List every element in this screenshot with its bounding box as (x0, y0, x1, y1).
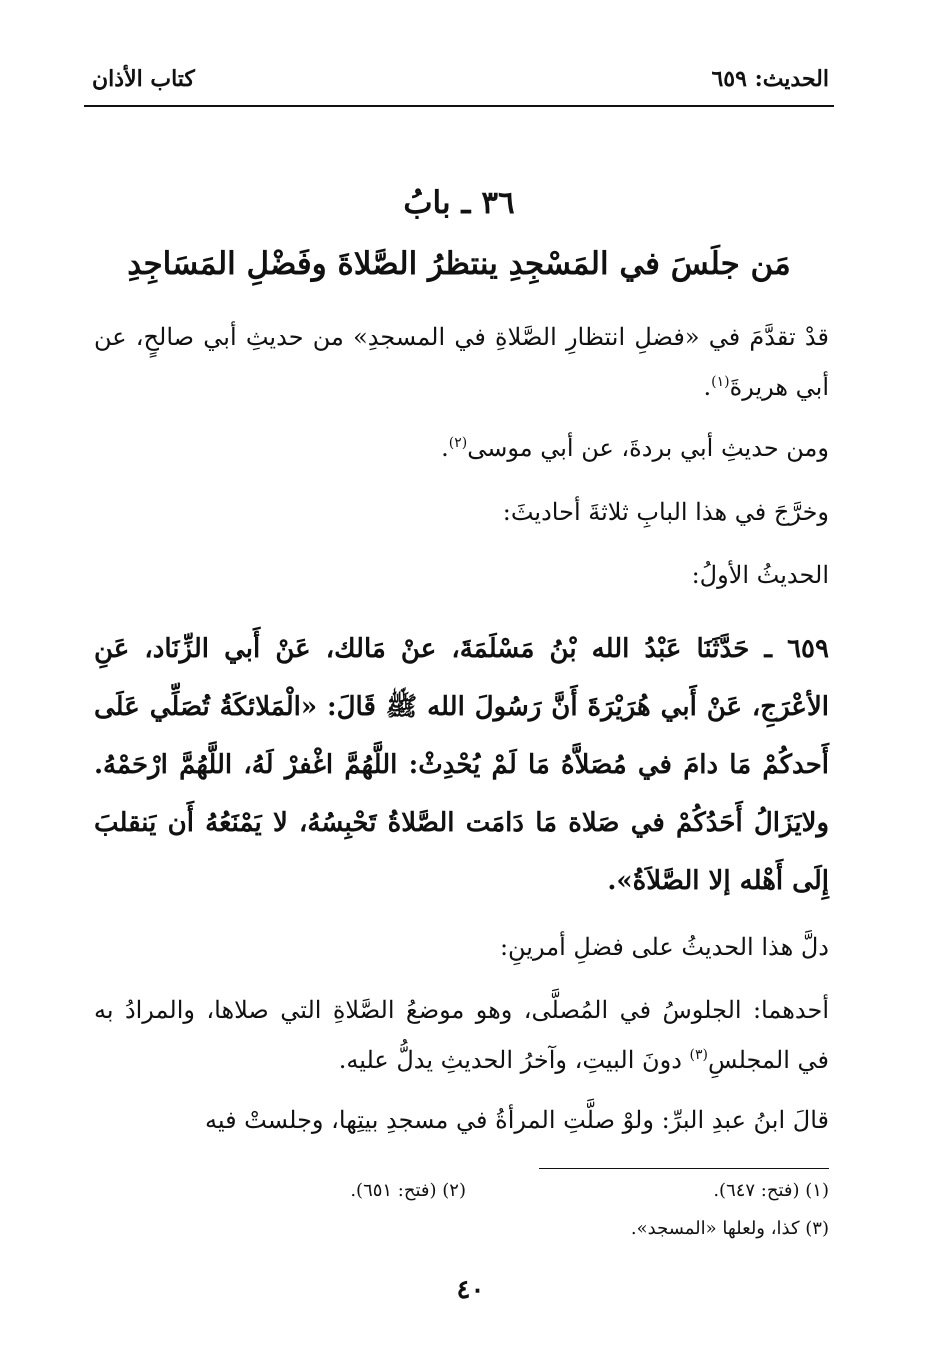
hadith-text: ٦٥٩ ـ حَدَّثَنَا عَبْدُ الله بْنُ مَسْلَمَةَ، عنْ مَالك، عَنْ أَبي الزِّنَاد، عَنِ الأعْرَجِ، عَنْ أَبي هُرَيْرَةَ أَنَّ رَسُولَ الله ﷺ قَالَ: «الْمَلائكَةُ تُصَلِّي عَلَى أَحدكُمْ مَا دامَ في مُصَلاَّهُ مَا لَمْ يُحْدِثْ: اللَّهُمَّ اغْفرْ لَهُ، اللَّهُمَّ ارْحَمْهُ. ولايَزَالُ أَحَدُكُمْ في صَلاة مَا دَامَت الصَّلاةُ تَحْبِسُهُ، لا يَمْنَعُهُ أَن يَنقلبَ إِلَى أَهْله إلا الصَّلاَةُ». (94, 634, 829, 896)
paragraph-two-matters: دلَّ هذا الحديثُ على فضلِ أمرينِ: (499, 933, 829, 961)
page-number: ٤٠ (456, 1275, 485, 1305)
header-rule (84, 105, 834, 107)
paragraph-intro-text: قدْ تقدَّمَ في «فضلِ انتظارِ الصَّلاةِ في المسجدِ» من حديثِ أبي صالحٍ، عن أبي هريرةَ (94, 323, 829, 401)
footnote-rule (539, 1168, 829, 1169)
chapter-title: مَن جلَسَ في المَسْجِدِ ينتظرُ الصَّلاةَ وفَضْلِ المَسَاجِدِ (127, 246, 791, 282)
paragraph-ibn-abd-al-barr: قالَ ابنُ عبدِ البرِّ: ولوْ صلَّتِ المرأةُ في مسجدِ بيتِها، وجلستْ فيه (204, 1106, 829, 1134)
footnote-3: (٣) كذا، ولعلها «المسجد». (630, 1218, 829, 1239)
paragraph-first-matter-text: أحدهما: الجلوسُ في المُصلَّى، وهو موضعُ الصَّلاةِ التي صلاها، والمرادُ به في المجلسِ (94, 996, 829, 1074)
footnote-ref-1: (١) (711, 374, 730, 390)
paragraph-intro-end: . (703, 373, 712, 401)
paragraph-first-hadith-label: الحديثُ الأولُ: (691, 561, 829, 589)
paragraph-first-matter (94, 985, 829, 1085)
paragraph-three-hadiths: وخرَّجَ في هذا البابِ ثلاثةَ أحاديثَ: (502, 498, 829, 526)
running-header-hadith: الحديث: ٦٥٩ (711, 66, 829, 92)
running-header-book: كتاب الأذان (92, 66, 195, 92)
footnote-ref-2: (٢) (448, 435, 468, 451)
paragraph-abu-burda-end: . (441, 434, 449, 462)
paragraph-abu-burda (94, 423, 829, 473)
footnote-1: (١) (فتح: ٦٤٧). (713, 1180, 829, 1201)
footnote-ref-3: (٣) (689, 1047, 708, 1063)
chapter-number: ٣٦ ـ بابُ (403, 185, 515, 221)
paragraph-first-matter-end: دونَ البيتِ، وآخرُ الحديثِ يدلُّ عليه. (338, 1046, 690, 1074)
footnote-2: (٢) (فتح: ٦٥١). (350, 1180, 466, 1201)
paragraph-intro (94, 312, 829, 412)
paragraph-abu-burda-text: ومن حديثِ أبي بردةَ، عن أبي موسى (467, 434, 829, 462)
